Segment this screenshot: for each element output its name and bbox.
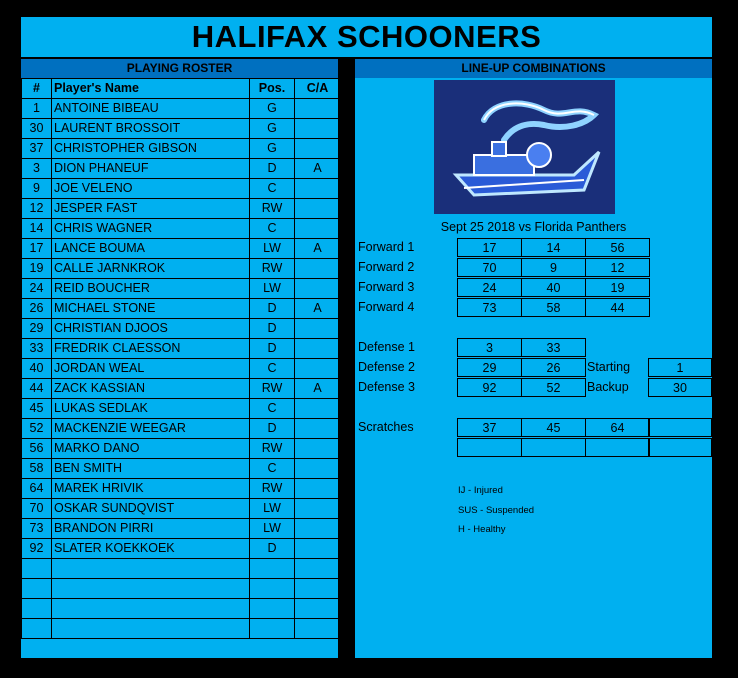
col-name-header: Player's Name bbox=[52, 79, 250, 99]
player-number: 1 bbox=[22, 99, 52, 119]
player-position bbox=[250, 619, 295, 639]
player-number: 45 bbox=[22, 399, 52, 419]
roster-row bbox=[22, 99, 341, 119]
player-number bbox=[22, 619, 52, 639]
player-captaincy bbox=[295, 99, 341, 119]
roster-row bbox=[22, 159, 341, 179]
forward-line-player-cell: 24 bbox=[457, 278, 522, 297]
defense-pair-player-cell: 26 bbox=[521, 358, 586, 377]
player-name bbox=[52, 559, 250, 579]
team-title: HALIFAX SCHOONERS bbox=[21, 17, 712, 57]
roster-row bbox=[22, 499, 341, 519]
player-captaincy bbox=[295, 539, 341, 559]
player-number: 33 bbox=[22, 339, 52, 359]
player-position: LW bbox=[250, 239, 295, 259]
player-number: 9 bbox=[22, 179, 52, 199]
defense-pair-player-cell: 3 bbox=[457, 338, 522, 357]
player-name: DION PHANEUF bbox=[52, 159, 250, 179]
player-number: 37 bbox=[22, 139, 52, 159]
player-number bbox=[22, 579, 52, 599]
roster-row bbox=[22, 419, 341, 439]
player-number: 92 bbox=[22, 539, 52, 559]
forward-line-player-cell: 19 bbox=[585, 278, 650, 297]
schooner-logo-icon bbox=[434, 80, 615, 214]
backup-goalie-cell: 30 bbox=[648, 378, 712, 397]
player-number bbox=[22, 599, 52, 619]
player-number: 64 bbox=[22, 479, 52, 499]
roster-row bbox=[22, 459, 341, 479]
player-position bbox=[250, 559, 295, 579]
forward-line-label: Forward 3 bbox=[358, 280, 415, 294]
roster-row bbox=[22, 319, 341, 339]
player-position: LW bbox=[250, 279, 295, 299]
player-position: LW bbox=[250, 499, 295, 519]
player-captaincy bbox=[295, 219, 341, 239]
forward-line-player-cell: 12 bbox=[585, 258, 650, 277]
roster-row bbox=[22, 379, 341, 399]
player-number bbox=[22, 559, 52, 579]
defense-pair-player-cell: 52 bbox=[521, 378, 586, 397]
player-number: 56 bbox=[22, 439, 52, 459]
forward-line-player-cell: 58 bbox=[521, 298, 586, 317]
scratch-player-cell: 45 bbox=[521, 418, 586, 437]
player-captaincy bbox=[295, 279, 341, 299]
player-name: MACKENZIE WEEGAR bbox=[52, 419, 250, 439]
player-number: 26 bbox=[22, 299, 52, 319]
roster-row bbox=[22, 259, 341, 279]
player-position: RW bbox=[250, 479, 295, 499]
player-captaincy bbox=[295, 359, 341, 379]
player-position bbox=[250, 579, 295, 599]
roster-row bbox=[22, 519, 341, 539]
legend-injured: IJ - Injured bbox=[458, 485, 503, 496]
player-name: LUKAS SEDLAK bbox=[52, 399, 250, 419]
lineup-heading: LINE-UP COMBINATIONS bbox=[355, 59, 712, 78]
roster-table bbox=[21, 78, 341, 639]
starting-goalie-cell: 1 bbox=[648, 358, 712, 377]
player-name bbox=[52, 619, 250, 639]
player-name: MICHAEL STONE bbox=[52, 299, 250, 319]
player-position: C bbox=[250, 219, 295, 239]
roster-row bbox=[22, 139, 341, 159]
player-captaincy bbox=[295, 599, 341, 619]
roster-row bbox=[22, 359, 341, 379]
player-name: JORDAN WEAL bbox=[52, 359, 250, 379]
forward-line-player-cell: 14 bbox=[521, 238, 586, 257]
roster-row bbox=[22, 599, 341, 619]
roster-row bbox=[22, 399, 341, 419]
player-position: RW bbox=[250, 439, 295, 459]
player-position: G bbox=[250, 119, 295, 139]
scratches-label: Scratches bbox=[358, 420, 414, 434]
forward-line-player-cell: 9 bbox=[521, 258, 586, 277]
roster-row bbox=[22, 539, 341, 559]
player-name bbox=[52, 599, 250, 619]
player-name: REID BOUCHER bbox=[52, 279, 250, 299]
player-name: ANTOINE BIBEAU bbox=[52, 99, 250, 119]
scratch-player-cell: 37 bbox=[457, 418, 522, 437]
player-captaincy bbox=[295, 259, 341, 279]
player-captaincy bbox=[295, 619, 341, 639]
roster-row bbox=[22, 479, 341, 499]
roster-row bbox=[22, 279, 341, 299]
player-name: ZACK KASSIAN bbox=[52, 379, 250, 399]
player-number: 30 bbox=[22, 119, 52, 139]
forward-line-player-cell: 40 bbox=[521, 278, 586, 297]
player-captaincy bbox=[295, 139, 341, 159]
scratch-empty-cell bbox=[585, 438, 650, 457]
forward-line-label: Forward 2 bbox=[358, 260, 415, 274]
player-number: 58 bbox=[22, 459, 52, 479]
player-number: 19 bbox=[22, 259, 52, 279]
forward-line-label: Forward 4 bbox=[358, 300, 415, 314]
player-position: C bbox=[250, 179, 295, 199]
player-name: MARKO DANO bbox=[52, 439, 250, 459]
player-captaincy bbox=[295, 419, 341, 439]
roster-row bbox=[22, 619, 341, 639]
forward-line-player-cell: 73 bbox=[457, 298, 522, 317]
player-number: 14 bbox=[22, 219, 52, 239]
roster-row bbox=[22, 179, 341, 199]
player-number: 24 bbox=[22, 279, 52, 299]
player-captaincy bbox=[295, 499, 341, 519]
player-name: SLATER KOEKKOEK bbox=[52, 539, 250, 559]
defense-pair-player-cell: 33 bbox=[521, 338, 586, 357]
player-name: CHRISTOPHER GIBSON bbox=[52, 139, 250, 159]
roster-row bbox=[22, 559, 341, 579]
col-number-header: # bbox=[22, 79, 52, 99]
player-captaincy bbox=[295, 199, 341, 219]
player-position: RW bbox=[250, 199, 295, 219]
backup-goalie-label: Backup bbox=[587, 380, 629, 394]
player-captaincy bbox=[295, 179, 341, 199]
player-position: G bbox=[250, 139, 295, 159]
legend-suspended: SUS - Suspended bbox=[458, 505, 535, 516]
player-name: CHRIS WAGNER bbox=[52, 219, 250, 239]
starting-goalie-label: Starting bbox=[587, 360, 631, 374]
player-position: C bbox=[250, 399, 295, 419]
player-name: OSKAR SUNDQVIST bbox=[52, 499, 250, 519]
forward-line-player-cell: 17 bbox=[457, 238, 522, 257]
player-captaincy bbox=[295, 119, 341, 139]
player-position: D bbox=[250, 419, 295, 439]
player-position: C bbox=[250, 359, 295, 379]
defense-pair-label: Defense 2 bbox=[358, 360, 415, 374]
player-captaincy: A bbox=[295, 379, 341, 399]
player-captaincy bbox=[295, 519, 341, 539]
player-name: MAREK HRIVIK bbox=[52, 479, 250, 499]
col-captain-header: C/A bbox=[295, 79, 341, 99]
player-position: G bbox=[250, 99, 295, 119]
player-captaincy bbox=[295, 399, 341, 419]
roster-row bbox=[22, 299, 341, 319]
player-number: 29 bbox=[22, 319, 52, 339]
player-name: FREDRIK CLAESSON bbox=[52, 339, 250, 359]
player-position: D bbox=[250, 159, 295, 179]
player-position bbox=[250, 599, 295, 619]
scratch-empty-cell bbox=[648, 438, 712, 457]
roster-row bbox=[22, 339, 341, 359]
player-captaincy: A bbox=[295, 239, 341, 259]
player-position: D bbox=[250, 299, 295, 319]
roster-row bbox=[22, 199, 341, 219]
player-name: LANCE BOUMA bbox=[52, 239, 250, 259]
player-name: JOE VELENO bbox=[52, 179, 250, 199]
player-captaincy bbox=[295, 459, 341, 479]
col-position-header: Pos. bbox=[250, 79, 295, 99]
player-position: C bbox=[250, 459, 295, 479]
player-position: D bbox=[250, 339, 295, 359]
player-number: 40 bbox=[22, 359, 52, 379]
player-captaincy bbox=[295, 479, 341, 499]
player-number: 44 bbox=[22, 379, 52, 399]
player-position: LW bbox=[250, 519, 295, 539]
game-info: Sept 25 2018 vs Florida Panthers bbox=[440, 220, 627, 234]
player-name: BEN SMITH bbox=[52, 459, 250, 479]
player-position: RW bbox=[250, 379, 295, 399]
player-name: CHRISTIAN DJOOS bbox=[52, 319, 250, 339]
player-captaincy: A bbox=[295, 299, 341, 319]
player-position: D bbox=[250, 319, 295, 339]
scratch-empty-cell bbox=[521, 438, 586, 457]
player-number: 73 bbox=[22, 519, 52, 539]
player-name: BRANDON PIRRI bbox=[52, 519, 250, 539]
scratch-player-cell: 64 bbox=[585, 418, 650, 437]
player-captaincy: A bbox=[295, 159, 341, 179]
player-name bbox=[52, 579, 250, 599]
legend-healthy: H - Healthy bbox=[458, 524, 506, 535]
player-position: RW bbox=[250, 259, 295, 279]
player-position: D bbox=[250, 539, 295, 559]
roster-row bbox=[22, 239, 341, 259]
player-number: 52 bbox=[22, 419, 52, 439]
roster-row bbox=[22, 579, 341, 599]
player-name: LAURENT BROSSOIT bbox=[52, 119, 250, 139]
player-number: 12 bbox=[22, 199, 52, 219]
defense-pair-player-cell: 29 bbox=[457, 358, 522, 377]
player-number: 17 bbox=[22, 239, 52, 259]
defense-pair-label: Defense 1 bbox=[358, 340, 415, 354]
forward-line-label: Forward 1 bbox=[358, 240, 415, 254]
roster-header-row bbox=[22, 79, 341, 99]
player-number: 3 bbox=[22, 159, 52, 179]
player-captaincy bbox=[295, 439, 341, 459]
roster-heading: PLAYING ROSTER bbox=[21, 59, 338, 78]
player-captaincy bbox=[295, 579, 341, 599]
forward-line-player-cell: 56 bbox=[585, 238, 650, 257]
defense-pair-label: Defense 3 bbox=[358, 380, 415, 394]
roster-row bbox=[22, 439, 341, 459]
player-captaincy bbox=[295, 339, 341, 359]
player-number: 70 bbox=[22, 499, 52, 519]
defense-pair-player-cell: 92 bbox=[457, 378, 522, 397]
team-logo bbox=[434, 80, 615, 214]
roster-row bbox=[22, 219, 341, 239]
player-captaincy bbox=[295, 559, 341, 579]
scratch-empty-cell bbox=[648, 418, 712, 437]
roster-row bbox=[22, 119, 341, 139]
forward-line-player-cell: 44 bbox=[585, 298, 650, 317]
player-captaincy bbox=[295, 319, 341, 339]
player-name: JESPER FAST bbox=[52, 199, 250, 219]
player-name: CALLE JARNKROK bbox=[52, 259, 250, 279]
scratch-empty-cell bbox=[457, 438, 522, 457]
forward-line-player-cell: 70 bbox=[457, 258, 522, 277]
